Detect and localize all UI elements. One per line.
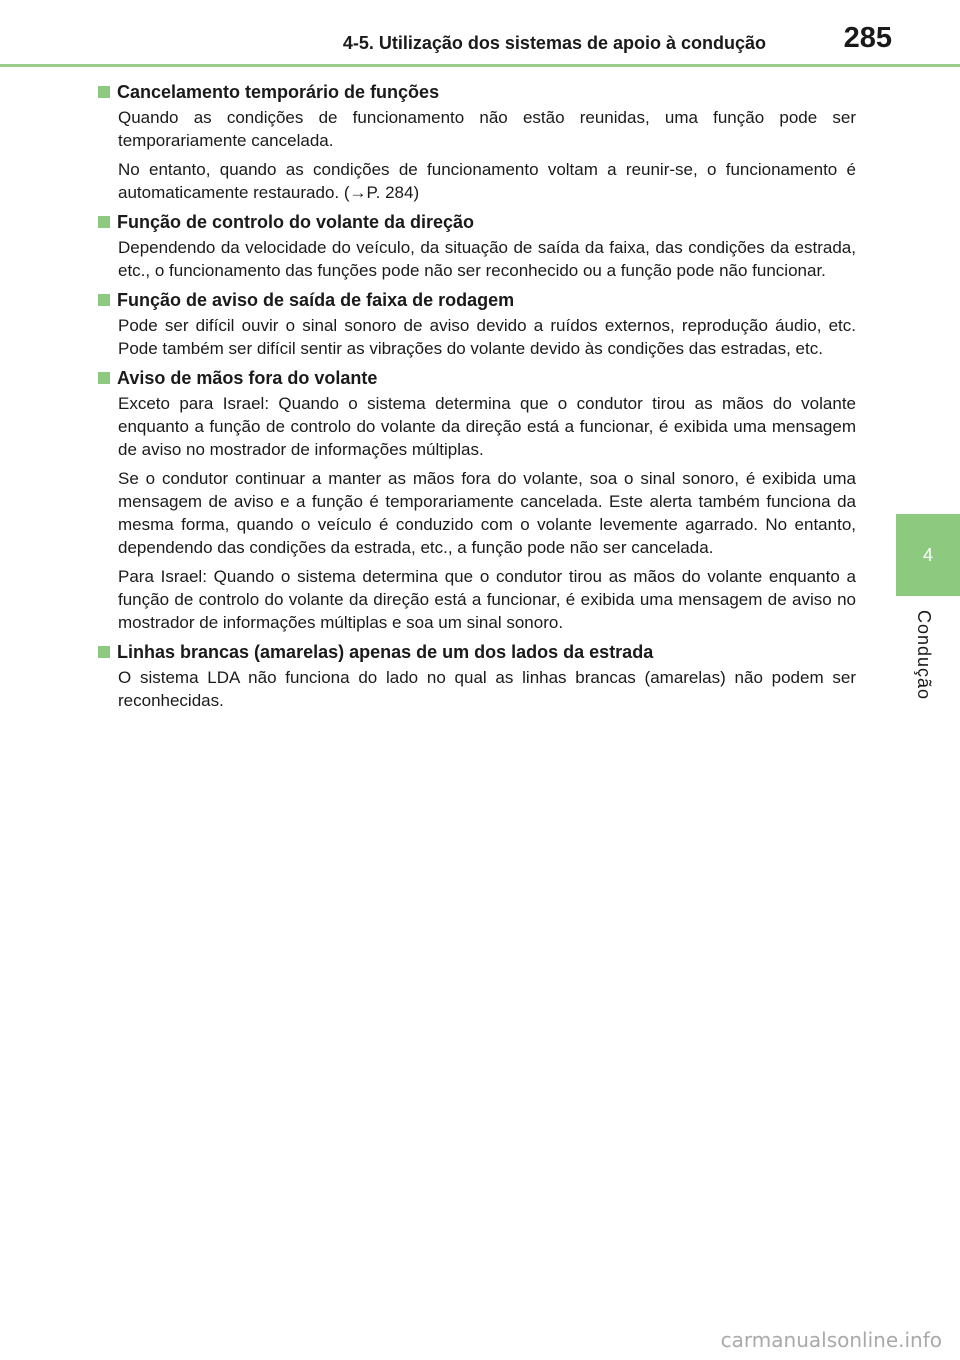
chapter-tab — [896, 514, 960, 596]
page-content — [98, 80, 856, 718]
paragraph: O sistema LDA não funciona do lado no qual as linhas brancas (amarelas) não podem ser reconhecidas. — [118, 668, 856, 710]
paragraph: Dependendo da velocidade do veículo, da situação de saída da faixa, das condições da estrada, etc., o funcionamento das funções pode não ser reconhecido ou a função pode não funcionar. — [118, 238, 856, 280]
paragraph: Se o condutor continuar a manter as mãos fora do volante, soa o sinal sonoro, é exibida uma mensagem de aviso e a função é temporariamente cancelada. Este alerta também funciona da mesma forma, quando o veículo é conduzido com o volante levemente agarrado. No entanto, dependendo das condições da estrada, etc., a função pode não ser cancelada. — [118, 469, 856, 557]
section-heading — [98, 640, 856, 664]
square-bullet-icon — [98, 294, 110, 306]
paragraph: Pode ser difícil ouvir o sinal sonoro de aviso devido a ruídos externos, reprodução áudio, etc. Pode também ser difícil sentir as vibrações do volante devido às condições das estradas, etc. — [118, 316, 856, 358]
chapter-tab-number: 4 — [922, 544, 933, 565]
page-header — [0, 0, 960, 66]
section-heading — [98, 210, 856, 234]
header-divider — [0, 64, 960, 67]
paragraph: Exceto para Israel: Quando o sistema determina que o condutor tirou as mãos do volante enquanto a função de controlo do volante da direção está a funcionar, é exibida uma mensagem de aviso no mostrador de informações múltiplas. — [118, 394, 856, 459]
section-heading — [98, 80, 856, 104]
paragraph: Quando as condições de funcionamento não estão reunidas, uma função pode ser temporariamente cancelada. — [118, 108, 856, 150]
square-bullet-icon — [98, 86, 110, 98]
chapter-tab-label: Condução — [914, 610, 934, 701]
site-watermark: carmanualsonline.info — [720, 1328, 942, 1352]
section-heading — [98, 366, 856, 390]
section-heading-text: Aviso de mãos fora do volante — [117, 368, 378, 388]
paragraph: Para Israel: Quando o sistema determina que o condutor tirou as mãos do volante enquanto a função de controlo do volante da direção está a funcionar, é exibida uma mensagem de aviso no mostrador de informações múltiplas e soa um sinal sonoro. — [118, 567, 856, 632]
section-lane-departure-warning — [98, 288, 856, 360]
section-heading — [98, 288, 856, 312]
square-bullet-icon — [98, 646, 110, 658]
square-bullet-icon — [98, 372, 110, 384]
section-steering-control — [98, 210, 856, 282]
section-temporary-cancellation — [98, 80, 856, 204]
section-hands-off-warning — [98, 366, 856, 634]
section-one-side-lines — [98, 640, 856, 712]
section-heading-text: Função de aviso de saída de faixa de rodagem — [117, 290, 515, 310]
section-heading-text: Função de controlo do volante da direção — [117, 212, 475, 232]
chapter-title: 4-5. Utilização dos sistemas de apoio à condução — [342, 33, 766, 53]
page-number: 285 — [843, 22, 892, 54]
square-bullet-icon — [98, 216, 110, 228]
paragraph: No entanto, quando as condições de funcionamento voltam a reunir-se, o funcionamento é automaticamente restaurado. (→P. 284) — [118, 160, 856, 202]
section-heading-text: Cancelamento temporário de funções — [117, 82, 440, 102]
section-heading-text: Linhas brancas (amarelas) apenas de um dos lados da estrada — [117, 642, 654, 662]
